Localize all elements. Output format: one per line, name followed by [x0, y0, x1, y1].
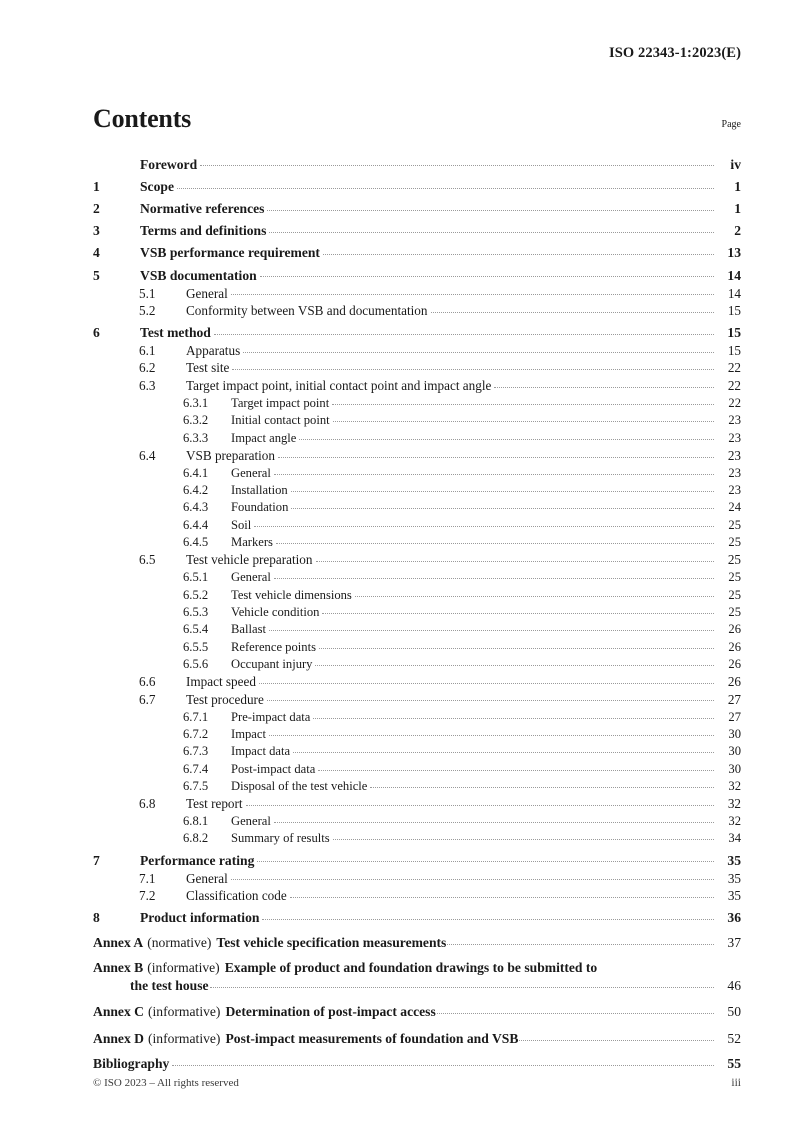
toc-entry[interactable] [93, 177, 741, 193]
toc-entry[interactable] [93, 394, 741, 409]
toc-entry-page: 32 [728, 779, 741, 794]
toc-entry[interactable] [93, 743, 741, 758]
toc-entry-number: 8 [93, 909, 100, 925]
toc-entry[interactable] [93, 464, 741, 479]
toc-entry-number: 6.7 [139, 691, 156, 707]
toc-entry-number: 7.2 [139, 888, 156, 904]
toc-entry-label: Test report [186, 796, 243, 812]
annex-page: 46 [727, 977, 741, 993]
toc-entry[interactable] [93, 481, 741, 496]
toc-annex-entry[interactable] [93, 1003, 741, 1021]
toc-annex-entry[interactable] [93, 934, 741, 952]
toc-entry-page: 2 [734, 223, 741, 239]
toc-entry-page: 1 [734, 178, 741, 194]
toc-entry[interactable] [93, 830, 741, 845]
toc-entry-page: 15 [727, 303, 741, 319]
toc-entry-number: 7.1 [139, 870, 156, 886]
toc-leader-dots [267, 199, 714, 213]
annex-name: Annex D [93, 1030, 144, 1046]
toc-entry-label: Impact [231, 726, 266, 741]
toc-entry-label: Ballast [231, 622, 266, 637]
toc-entry-label: Target impact point [231, 395, 330, 410]
annex-kind: (informative) [147, 1030, 221, 1046]
toc-leader-dots [332, 394, 714, 407]
toc-leader-dots [177, 177, 714, 191]
toc-entry-number: 6.5.1 [183, 570, 209, 585]
toc-entry-label: Performance rating [140, 852, 255, 868]
toc-leader-dots [519, 1029, 714, 1043]
toc-entry-page: 13 [727, 245, 741, 261]
toc-entry-number: 6.5.3 [183, 604, 209, 619]
toc-leader-dots [355, 586, 714, 599]
toc-entry-label: Conformity between VSB and documentation [186, 303, 428, 319]
toc-entry[interactable] [93, 155, 741, 171]
toc-entry-number: 6.4 [139, 447, 156, 463]
toc-entry-label: General [231, 814, 271, 828]
toc-leader-dots [319, 638, 714, 651]
toc-entry-number: 5.1 [139, 285, 156, 301]
toc-entry[interactable] [93, 690, 741, 705]
toc-leader-dots [322, 603, 714, 616]
toc-entry-label: Impact speed [186, 673, 256, 689]
toc-entry-label: Pre-impact data [231, 709, 311, 724]
annex-name: Annex C [93, 1004, 144, 1020]
toc-entry-number: 6.6 [139, 673, 156, 689]
toc-entry[interactable] [93, 499, 741, 514]
toc-entry-number: 6.5 [139, 552, 156, 568]
toc-entry-label: Terms and definitions [140, 223, 267, 239]
toc-entry[interactable] [93, 302, 741, 317]
toc-entry[interactable] [93, 534, 741, 549]
toc-entry[interactable] [93, 869, 741, 884]
toc-entry-label: Test procedure [186, 691, 264, 707]
toc-entry-label: Markers [231, 535, 273, 550]
toc-entry-label: Foreword [140, 156, 198, 172]
toc-entry-page: 35 [727, 852, 741, 868]
toc-entry-number: 6.5.5 [183, 639, 209, 654]
toc-entry-page: 15 [727, 324, 741, 340]
toc-entry-label: Test vehicle dimensions [231, 587, 352, 602]
annex-title: Determination of post-impact access [225, 1004, 436, 1020]
toc-entry-number: 1 [93, 178, 100, 194]
toc-entry-number: 6.5.6 [183, 657, 209, 672]
toc-leader-dots [269, 725, 714, 738]
toc-leader-dots [333, 830, 714, 843]
toc-annex-entry[interactable] [93, 1029, 741, 1047]
toc-entry-page: 15 [727, 342, 741, 358]
toc-leader-dots [437, 1003, 714, 1017]
toc-entry-page: 27 [727, 691, 741, 707]
bibliography-page: 55 [727, 1056, 741, 1072]
toc-bibliography-entry[interactable] [93, 1055, 741, 1071]
toc-entry-number: 6.7.1 [183, 709, 209, 724]
toc-leader-dots [290, 887, 714, 900]
toc-entry-number: 6.3.1 [183, 395, 209, 410]
toc-entry-label: Normative references [140, 200, 265, 216]
page-title: Contents [93, 104, 192, 133]
toc-entry[interactable] [93, 284, 741, 299]
toc-entry[interactable] [93, 586, 741, 601]
toc-entry[interactable] [93, 708, 741, 723]
toc-entry[interactable] [93, 359, 741, 374]
toc-leader-dots [299, 429, 714, 442]
toc-entry[interactable] [93, 551, 741, 566]
toc-entry-number: 6.3.3 [183, 430, 209, 445]
toc-entry-number: 6.3.2 [183, 413, 209, 428]
toc-entry-label: General [186, 870, 228, 886]
toc-entry-label: Scope [140, 178, 174, 194]
toc-entry-label: Soil [231, 517, 252, 532]
toc-entry-number: 6.4.4 [183, 517, 209, 532]
toc-entry-page: 23 [727, 447, 741, 463]
page-column-label: Page [721, 119, 741, 130]
toc-entry-page: 26 [728, 622, 741, 637]
toc-entry-label: Disposal of the test vehicle [231, 779, 368, 794]
toc-entry-number: 6.3 [139, 378, 156, 393]
toc-leader-dots [315, 655, 714, 668]
toc-entry-page: 1 [734, 200, 741, 216]
toc-entry-number: 6.7.2 [183, 726, 209, 741]
toc-leader-dots [323, 244, 714, 258]
toc-entry[interactable] [93, 760, 741, 775]
toc-entry-number: 6.8.2 [183, 831, 209, 846]
toc-entry-page: 22 [727, 360, 741, 376]
toc-leader-dots [274, 812, 714, 825]
toc-leader-dots [313, 708, 714, 721]
toc-entry-page: 25 [728, 535, 741, 550]
toc-leader-dots [200, 155, 714, 169]
toc-entry-label: General [231, 570, 271, 585]
toc-entry[interactable] [93, 412, 741, 427]
footer-page-number: iii [731, 1077, 741, 1089]
toc-leader-dots [262, 908, 714, 922]
toc-entry[interactable] [93, 725, 741, 740]
toc-entry-number: 6.5.4 [183, 622, 209, 637]
toc-entry-number: 6.8 [139, 796, 156, 812]
toc-leader-dots [494, 377, 714, 390]
toc-leader-dots [431, 302, 715, 315]
toc-leader-dots [274, 464, 714, 477]
toc-entry-page: 35 [727, 888, 741, 904]
toc-entry[interactable] [93, 429, 741, 444]
toc-leader-dots [291, 481, 714, 494]
annex-kind: (informative) [147, 960, 220, 976]
toc-entry-label: VSB documentation [140, 267, 257, 283]
annex-title: Post-impact measurements of foundation and VSB [225, 1030, 519, 1046]
toc-entry[interactable] [93, 795, 741, 810]
annex-page: 50 [727, 1004, 741, 1020]
toc-entry-number: 6.4.3 [183, 500, 209, 515]
toc-entry-page: 26 [728, 639, 741, 654]
toc-leader-dots [259, 673, 714, 686]
toc-entry[interactable] [93, 621, 741, 636]
toc-entry-number: 6.8.1 [183, 814, 209, 828]
toc-entry-label: Test vehicle preparation [186, 552, 313, 568]
toc-entry-page: 25 [728, 587, 741, 602]
toc-entry-page: 26 [727, 673, 741, 689]
toc-entry-number: 6.4.5 [183, 535, 209, 550]
table-of-contents [93, 155, 741, 1071]
toc-entry-page: 25 [727, 552, 741, 568]
toc-entry-page: 14 [727, 267, 741, 283]
toc-entry-label: Apparatus [186, 342, 241, 358]
toc-leader-dots [243, 342, 714, 355]
toc-entry-label: Impact data [231, 744, 291, 759]
annex-kind: (normative) [147, 935, 212, 951]
toc-entry-label: Post-impact data [231, 761, 316, 776]
toc-entry-number: 7 [93, 852, 100, 868]
toc-entry[interactable] [93, 777, 741, 792]
toc-entry-page: iv [730, 156, 741, 172]
toc-leader-dots [267, 690, 714, 703]
toc-entry-page: 25 [728, 604, 741, 619]
toc-entry[interactable] [93, 516, 741, 531]
toc-entry-label: Occupant injury [231, 657, 313, 672]
toc-entry[interactable] [93, 342, 741, 357]
toc-leader-dots [269, 621, 714, 634]
toc-entry-number: 6.5.2 [183, 587, 209, 602]
toc-entry-number: 6.4.2 [183, 483, 209, 498]
toc-entry-number: 6.4.1 [183, 465, 209, 480]
toc-entry-number: 6.7.5 [183, 779, 209, 794]
annex-title: Example of product and foundation drawings to be submitted to [224, 960, 598, 976]
toc-entry[interactable] [93, 199, 741, 215]
toc-leader-dots [214, 323, 714, 337]
toc-entry-label: Foundation [231, 500, 289, 515]
toc-leader-dots [278, 447, 714, 460]
toc-entry-label: General [186, 285, 228, 301]
toc-entry-page: 36 [727, 909, 741, 925]
toc-entry-label: Installation [231, 483, 288, 498]
toc-entry[interactable] [93, 812, 741, 827]
toc-entry[interactable] [93, 638, 741, 653]
toc-entry-number: 5.2 [139, 303, 156, 319]
toc-entry-page: 23 [728, 413, 741, 428]
toc-leader-dots [232, 359, 714, 372]
document-footer [93, 1077, 741, 1089]
toc-entry-page: 23 [728, 465, 741, 480]
annex-title: Test vehicle specification measurements [216, 935, 447, 951]
toc-entry-page: 23 [728, 483, 741, 498]
toc-leader-dots [210, 976, 714, 990]
toc-entry-number: 6 [93, 324, 100, 340]
annex-name: Annex B [93, 960, 144, 976]
document-header-id: ISO 22343-1:2023(E) [609, 45, 741, 61]
toc-entry-page: 22 [727, 378, 741, 393]
toc-entry-label: Target impact point, initial contact point and impact angle [186, 378, 492, 393]
toc-leader-dots [269, 222, 714, 236]
toc-leader-dots [254, 516, 714, 529]
bibliography-label: Bibliography [93, 1056, 170, 1072]
copyright-notice: © ISO 2023 – All rights reserved [93, 1077, 239, 1089]
toc-entry-number: 2 [93, 200, 100, 216]
toc-entry-label: Summary of results [231, 831, 330, 846]
contents-title-row [93, 106, 741, 132]
toc-entry-page: 35 [727, 870, 741, 886]
toc-entry[interactable] [93, 603, 741, 618]
toc-entry[interactable] [93, 908, 741, 924]
toc-entry-number: 3 [93, 223, 100, 239]
annex-page: 52 [727, 1030, 741, 1046]
toc-leader-dots [260, 266, 714, 280]
toc-entry-page: 25 [728, 570, 741, 585]
toc-leader-dots [447, 934, 714, 948]
toc-entry-page: 27 [728, 709, 741, 724]
toc-leader-dots [370, 777, 714, 790]
toc-entry-label: Product information [140, 909, 260, 925]
toc-entry[interactable] [93, 887, 741, 902]
toc-entry-page: 23 [728, 430, 741, 445]
annex-kind: (informative) [147, 1004, 221, 1020]
toc-entry-page: 30 [728, 761, 741, 776]
toc-entry-label: Initial contact point [231, 413, 330, 428]
toc-entry-page: 32 [727, 796, 741, 812]
toc-entry-label: VSB preparation [186, 447, 275, 463]
toc-entry[interactable] [93, 655, 741, 670]
toc-entry[interactable] [93, 569, 741, 584]
toc-entry-page: 25 [728, 517, 741, 532]
toc-leader-dots [231, 869, 714, 882]
toc-entry[interactable] [93, 222, 741, 238]
toc-entry-label: Classification code [186, 888, 287, 904]
toc-entry-page: 22 [728, 395, 741, 410]
toc-entry-label: Reference points [231, 639, 316, 654]
toc-entry-label: VSB performance requirement [140, 245, 320, 261]
toc-entry[interactable] [93, 323, 741, 339]
toc-entry-label: Vehicle condition [231, 604, 320, 619]
toc-annex-entry[interactable] [93, 960, 741, 994]
toc-leader-dots [257, 851, 714, 865]
toc-entry-number: 5 [93, 267, 100, 283]
toc-entry-number: 6.2 [139, 360, 156, 376]
toc-leader-dots [276, 534, 714, 547]
toc-entry-page: 30 [728, 726, 741, 741]
toc-entry[interactable] [93, 377, 741, 392]
toc-entry-page: 26 [728, 657, 741, 672]
toc-entry-page: 34 [728, 831, 741, 846]
toc-entry[interactable] [93, 266, 741, 282]
toc-entry[interactable] [93, 244, 741, 260]
toc-entry-number: 6.7.4 [183, 761, 209, 776]
toc-entry[interactable] [93, 447, 741, 462]
toc-entry-label: General [231, 465, 271, 480]
toc-entry-number: 6.1 [139, 342, 156, 358]
toc-entry[interactable] [93, 673, 741, 688]
toc-entry-page: 14 [727, 285, 741, 301]
annex-title-continued: the test house [130, 977, 209, 993]
toc-entry[interactable] [93, 851, 741, 867]
toc-entry-page: 32 [728, 814, 741, 828]
toc-leader-dots [316, 551, 715, 564]
annex-name: Annex A [93, 935, 144, 951]
toc-leader-dots [274, 569, 714, 582]
toc-entry-label: Impact angle [231, 430, 297, 445]
toc-entry-label: Test method [140, 324, 211, 340]
toc-leader-dots [318, 760, 714, 773]
annex-page: 37 [727, 935, 741, 951]
toc-entry-number: 6.7.3 [183, 744, 209, 759]
toc-leader-dots [333, 412, 714, 425]
toc-leader-dots [293, 743, 714, 756]
toc-entry-number: 4 [93, 245, 100, 261]
toc-entry-page: 24 [728, 500, 741, 515]
toc-leader-dots [291, 499, 714, 512]
toc-leader-dots [172, 1055, 714, 1069]
toc-entry-page: 30 [728, 744, 741, 759]
toc-entry-label: Test site [186, 360, 230, 376]
toc-leader-dots [231, 284, 714, 297]
toc-leader-dots [246, 795, 714, 808]
